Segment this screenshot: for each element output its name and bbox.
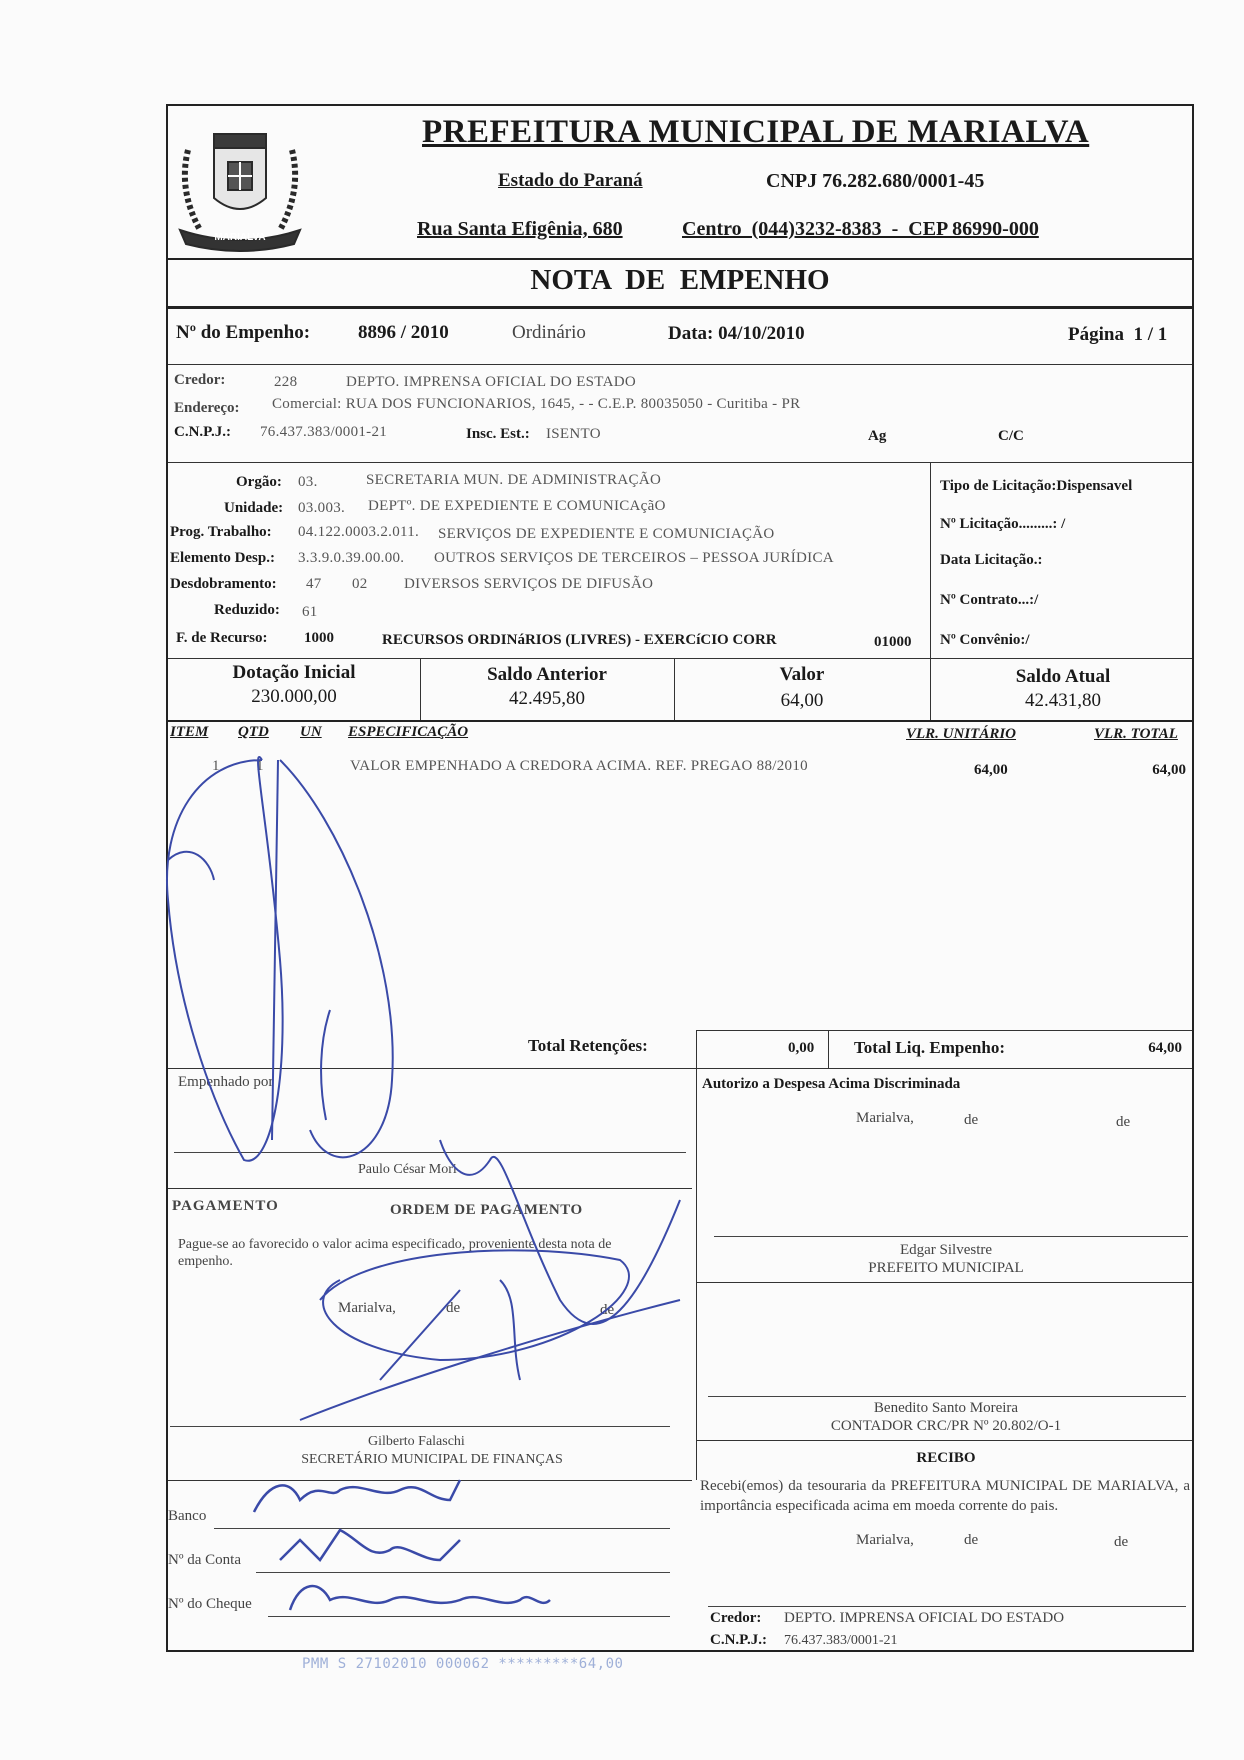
orgao-name: SECRETARIA MUN. DE ADMINISTRAÇÃO — [366, 472, 662, 488]
prefeito-name: Edgar Silvestre — [899, 1242, 993, 1258]
col-un: UN — [300, 724, 322, 740]
recibo-credor-label: Credor: — [710, 1610, 762, 1626]
desdob-label: Desdobramento: — [170, 576, 277, 592]
address-label: Endereço: — [174, 400, 240, 416]
header-contact: Centro (044)3232-8383 - CEP 86990-000 — [682, 218, 1039, 240]
pagamento-label: PAGAMENTO — [172, 1198, 279, 1214]
orgao-code: 03. — [298, 474, 318, 490]
recibo-cnpj: 76.437.383/0001-21 — [784, 1633, 898, 1648]
empenhado-name: Paulo César Mori — [358, 1162, 457, 1177]
col-qtd: QTD — [238, 724, 269, 740]
unidade-code: 03.003. — [298, 500, 346, 516]
reduzido-label: Reduzido: — [214, 602, 280, 618]
recibo-de2: de — [1114, 1534, 1129, 1550]
orgao-label: Orgão: — [236, 474, 282, 490]
retencoes-value: 0,00 — [788, 1040, 815, 1056]
ordem-label: ORDEM DE PAGAMENTO — [390, 1202, 583, 1218]
empenho-type: Ordinário — [512, 322, 586, 343]
cnpj-label: C.N.P.J.: — [174, 424, 231, 440]
licitacao-data: Data Licitação.: — [940, 552, 1043, 568]
row-total: 64,00 — [1152, 762, 1186, 778]
cheque-label: Nº do Cheque — [168, 1596, 252, 1612]
credor-cnpj: 76.437.383/0001-21 — [260, 424, 388, 440]
autorizo-place: Marialva, — [856, 1110, 914, 1126]
autorizo-de1: de — [964, 1112, 979, 1128]
prog-name: SERVIÇOS DE EXPEDIENTE E COMUNICIAÇÃO — [438, 526, 775, 542]
header-cnpj: CNPJ 76.282.680/0001-45 — [766, 170, 985, 192]
elemento-label: Elemento Desp.: — [170, 550, 275, 566]
header-address: Rua Santa Efigênia, 680 — [417, 218, 623, 240]
liq-label: Total Liq. Empenho: — [854, 1038, 1005, 1057]
valor-label: Valor — [779, 664, 825, 685]
row-unit: 64,00 — [974, 762, 1008, 778]
row-spec: VALOR EMPENHADO A CREDORA ACIMA. REF. PREGAO 88/2010 — [350, 758, 808, 774]
recibo-de1: de — [964, 1532, 979, 1548]
col-unit: VLR. UNITÁRIO — [906, 726, 1017, 742]
unidade-label: Unidade: — [224, 500, 284, 516]
ordem-de2: de — [600, 1302, 615, 1318]
col-total: VLR. TOTAL — [1094, 726, 1178, 742]
contrato: Nº Contrato...:/ — [940, 592, 1039, 608]
licitacao-tipo: Tipo de Licitação:Dispensavel — [940, 478, 1133, 494]
recurso-code: 1000 — [304, 630, 334, 646]
svg-text:MARIALVA: MARIALVA — [214, 232, 266, 243]
recibo-place: Marialva, — [856, 1532, 914, 1548]
insc-label: Insc. Est.: — [466, 426, 530, 442]
convenio: Nº Convênio:/ — [940, 632, 1030, 648]
credor-name: DEPTO. IMPRENSA OFICIAL DO ESTADO — [346, 374, 636, 390]
desdob-a: 47 — [306, 576, 322, 592]
reduzido: 61 — [302, 604, 318, 620]
banco-label: Banco — [168, 1508, 207, 1524]
doc-title: NOTA DE EMPENHO — [530, 264, 830, 296]
empenhado-label: Empenhado por — [178, 1074, 274, 1090]
header-title: PREFEITURA MUNICIPAL DE MARIALVA — [422, 114, 1090, 150]
saldo-anterior-value: 42.495,80 — [509, 688, 585, 709]
unidade-name: DEPTº. DE EXPEDIENTE E COMUNICAçãO — [368, 498, 666, 514]
autorizo-de2: de — [1116, 1114, 1131, 1130]
recibo-title: RECIBO — [916, 1450, 976, 1466]
credor-code: 228 — [274, 374, 298, 390]
empenho-number: 8896 / 2010 — [358, 322, 449, 343]
conta-label: Nº da Conta — [168, 1552, 241, 1568]
elemento-name: OUTROS SERVIÇOS DE TERCEIROS – PESSOA JURÍDICA — [434, 550, 834, 566]
recibo-cnpj-label: C.N.P.J.: — [710, 1632, 767, 1648]
licitacao-numero: Nº Licitação.........: / — [940, 516, 1066, 532]
empenho-date: Data: 04/10/2010 — [668, 323, 805, 344]
saldo-atual-label: Saldo Atual — [1015, 666, 1111, 687]
desdob-name: DIVERSOS SERVIÇOS DE DIFUSÃO — [404, 576, 654, 592]
recibo-text: Recebi(emos) da tesouraria da PREFEITURA MUNICIPAL DE MARIALVA, a importância especificada acima em moeda corrente do pais. — [700, 1478, 1190, 1514]
ordem-de1: de — [446, 1300, 461, 1316]
recibo-credor-name: DEPTO. IMPRENSA OFICIAL DO ESTADO — [784, 1610, 1065, 1626]
row-item: 1 — [212, 758, 220, 774]
saldo-atual-value: 42.431,80 — [1025, 690, 1101, 711]
document-frame — [166, 104, 1194, 1652]
recurso-label: F. de Recurso: — [176, 630, 268, 646]
contador-name: Benedito Santo Moreira — [873, 1400, 1019, 1416]
secretario-name: Gilberto Falaschi — [368, 1434, 465, 1449]
col-item: ITEM — [170, 724, 209, 740]
ordem-place: Marialva, — [338, 1300, 396, 1316]
prog-label: Prog. Trabalho: — [170, 524, 272, 540]
retencoes-label: Total Retenções: — [528, 1036, 648, 1055]
prefeito-title: PREFEITO MUNICIPAL — [868, 1260, 1024, 1276]
saldo-anterior-label: Saldo Anterior — [487, 664, 607, 685]
prog-code: 04.122.0003.2.011. — [298, 524, 420, 540]
ordem-text: Pague-se ao favorecido o valor acima especificado, proveniente desta nota de empenho. — [178, 1237, 612, 1269]
header-state: Estado do Paraná — [498, 170, 643, 191]
desdob-b: 02 — [352, 576, 368, 592]
row-qtd: 1 — [256, 758, 264, 774]
empenho-number-label: Nº do Empenho: — [176, 322, 311, 343]
cc-label: C/C — [998, 428, 1024, 444]
credor-address: Comercial: RUA DOS FUNCIONARIOS, 1645, - - C.E.P. 80035050 - Curitiba - PR — [272, 396, 801, 412]
valor-value: 64,00 — [780, 690, 824, 711]
col-spec: ESPECIFICAÇÃO — [348, 724, 469, 740]
ag-label: Ag — [868, 428, 887, 444]
contador-title: CONTADOR CRC/PR Nº 20.802/O-1 — [830, 1418, 1062, 1434]
credor-label: Credor: — [174, 372, 226, 388]
dotacao-value: 230.000,00 — [251, 686, 337, 707]
secretario-title: SECRETÁRIO MUNICIPAL DE FINANÇAS — [301, 1452, 563, 1467]
credor-insc: ISENTO — [546, 426, 601, 442]
liq-value: 64,00 — [1148, 1040, 1182, 1056]
recurso-num: 01000 — [874, 634, 912, 650]
recurso-name: RECURSOS ORDINáRIOS (LIVRES) - EXERCíCIO CORR — [382, 632, 777, 648]
elemento-code: 3.3.9.0.39.00.00. — [298, 550, 405, 566]
coat-of-arms — [170, 112, 310, 252]
payment-stamp: PMM S 27102010 000062 *********64,00 — [302, 1656, 624, 1672]
autorizo-label: Autorizo a Despesa Acima Discriminada — [702, 1076, 961, 1092]
page-number: Página 1 / 1 — [1068, 324, 1168, 345]
dotacao-label: Dotação Inicial — [232, 662, 356, 683]
